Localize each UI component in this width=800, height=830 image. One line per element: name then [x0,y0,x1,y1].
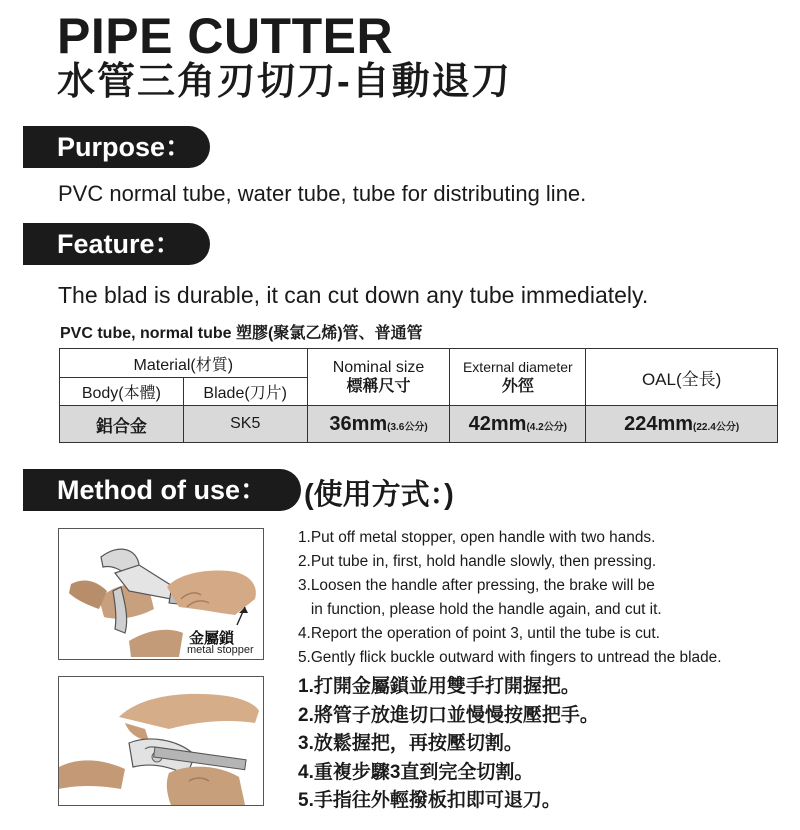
steps-en-list [298,526,721,670]
body-header: Body(本體) [60,378,184,406]
photo-pressing [58,676,264,806]
stopper-label-zh: 金屬鎖 [189,630,235,647]
body-value: 鋁合金 [60,406,184,443]
step-en-4: 4.Report the operation of point 3, until the tube is cut. [298,625,660,642]
purpose-text: PVC normal tube, water tube, tube for distributing line. [58,181,587,206]
nominal-size-sub: (3.6公分) [387,421,428,433]
material-header: Material(材質) [60,349,308,378]
nominal-size-value [307,406,450,443]
external-diameter-main: 42mm [468,412,527,435]
step-zh-2: 2.將管子放進切口並慢慢按壓把手。 [298,704,599,726]
stopper-label-en: metal stopper [187,644,254,656]
product-title-zh: 水管三角刃切刀-自動退刀 [57,61,512,103]
step-en-1: 1.Put off metal stopper, open handle with two hands. [298,529,656,546]
oal-value [586,406,778,443]
nominal-size-header [307,349,450,406]
oal-main: 224mm [624,412,694,435]
oal-sub: (22.4公分) [693,421,740,433]
step-zh-3: 3.放鬆握把，再按壓切割。 [298,733,523,754]
step-zh-4: 4.重複步驟3直到完全切割。 [298,761,534,783]
nominal-size-header-en: Nominal size [332,359,425,376]
step-en-5: 5.Gently flick buckle outward with fingers to untread the blade. [298,649,722,666]
blade-header: Blade(刀片) [183,378,307,406]
photo-open-handle [58,528,264,660]
method-section-label-zh: (使用方式：) [304,479,454,511]
product-title-en: PIPE CUTTER [57,8,394,64]
external-diameter-sub: (4.2公分) [526,421,568,433]
spec-table-heading: PVC tube, normal tube 塑膠(聚氯乙烯)管、普通管 [60,325,423,342]
steps-zh-list [298,673,599,816]
external-diameter-header-zh: 外徑 [501,378,534,395]
step-zh-1: 1.打開金屬鎖並用雙手打開握把。 [298,676,580,697]
step-en-3-cont: in function, please hold the handle again, and cut it. [298,601,662,618]
external-diameter-value [450,406,586,443]
spec-table [59,348,778,443]
step-zh-5: 5.手指往外輕撥板扣即可退刀。 [298,790,561,811]
feature-section-label: Feature： [23,223,210,265]
external-diameter-header-en: External diameter [462,359,573,375]
step-en-3: 3.Loosen the handle after pressing, the brake will be [298,577,655,594]
step-en-2: 2.Put tube in, first, hold handle slowly, then pressing. [298,553,657,570]
oal-header: OAL(全長) [586,349,778,406]
external-diameter-header [450,349,586,406]
feature-text: The blad is durable, it can cut down any tube immediately. [58,282,649,308]
pressing-illustration [59,677,263,805]
method-section-label: Method of use： [23,469,301,511]
blade-value: SK5 [183,406,307,443]
nominal-size-main: 36mm [329,412,388,435]
purpose-section-label: Purpose： [23,126,210,168]
nominal-size-header-zh: 標稱尺寸 [346,378,411,395]
